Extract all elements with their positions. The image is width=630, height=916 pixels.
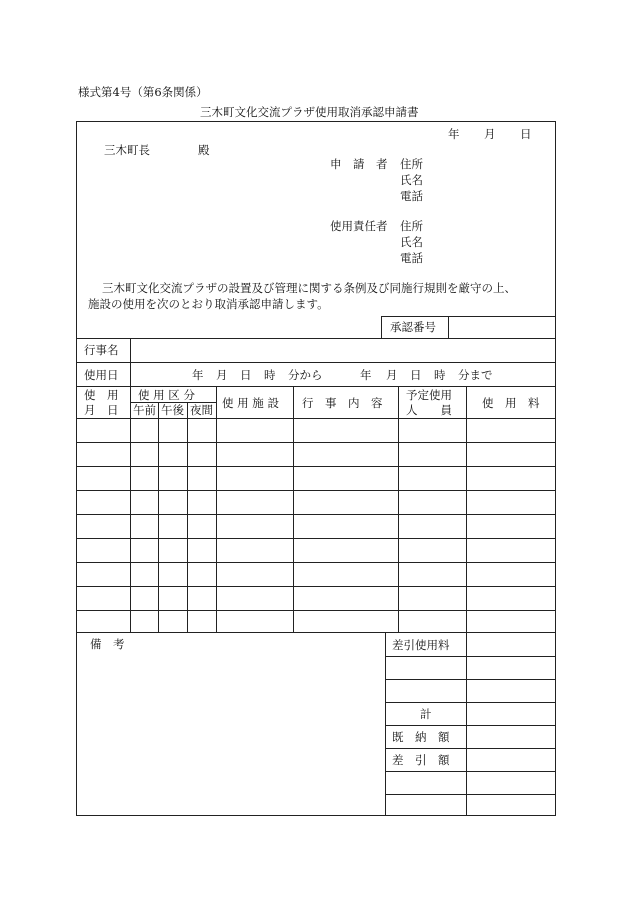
date-month: 月 bbox=[484, 127, 496, 141]
from-minute: 分から bbox=[288, 368, 323, 382]
approval-number-label: 承認番号 bbox=[390, 320, 436, 334]
applicant-address-label: 住所 bbox=[400, 157, 423, 171]
form-number: 様式第4号（第6条関係） bbox=[78, 85, 208, 99]
to-day: 日 bbox=[410, 368, 422, 382]
remarks-field[interactable] bbox=[77, 655, 384, 814]
total-label: 計 bbox=[420, 707, 432, 721]
applicant-name-label: 氏名 bbox=[400, 173, 423, 187]
applicant-label: 申 請 者 bbox=[330, 157, 388, 171]
responsible-label: 使用責任者 bbox=[330, 219, 388, 233]
header-afternoon: 午後 bbox=[161, 403, 184, 417]
to-month: 月 bbox=[386, 368, 398, 382]
event-name-field[interactable] bbox=[131, 339, 554, 361]
to-minute: 分まで bbox=[458, 368, 493, 382]
statement-line-1: 三木町文化交流プラザの設置及び管理に関する条例及び同施行規則を厳守の上、 bbox=[102, 281, 516, 295]
from-hour: 時 bbox=[264, 368, 276, 382]
addressee-honorific: 殿 bbox=[198, 143, 210, 157]
to-year: 年 bbox=[360, 368, 372, 382]
header-planned-a: 予定使用 bbox=[406, 388, 452, 402]
page-title: 三木町文化交流プラザ使用取消承認申請書 bbox=[200, 105, 419, 119]
already-paid-label: 既 納 額 bbox=[392, 730, 450, 744]
to-hour: 時 bbox=[434, 368, 446, 382]
responsible-name-label: 氏名 bbox=[400, 235, 423, 249]
responsible-address-label: 住所 bbox=[400, 219, 423, 233]
usage-date-label: 使用日 bbox=[84, 368, 119, 382]
from-year: 年 bbox=[192, 368, 204, 382]
header-usage-date-b: 月 日 bbox=[84, 403, 119, 417]
header-facility: 使 用 施 設 bbox=[222, 396, 279, 410]
header-event-content: 行 事 内 容 bbox=[302, 396, 383, 410]
difference-label: 差 引 額 bbox=[392, 753, 450, 767]
statement-line-2: 施設の使用を次のとおり取消承認申請します。 bbox=[88, 297, 329, 311]
responsible-phone-label: 電話 bbox=[400, 251, 423, 265]
header-fee: 使 用 料 bbox=[482, 396, 540, 410]
from-day: 日 bbox=[240, 368, 252, 382]
date-year: 年 bbox=[448, 127, 460, 141]
date-day: 日 bbox=[520, 127, 532, 141]
event-name-label: 行事名 bbox=[84, 343, 119, 357]
approval-number-field[interactable] bbox=[449, 317, 554, 337]
net-fee-label: 差引使用料 bbox=[392, 638, 450, 652]
remarks-label: 備 考 bbox=[90, 637, 125, 651]
header-usage-category: 使 用 区 分 bbox=[138, 388, 195, 402]
header-usage-date-a: 使 用 bbox=[84, 388, 119, 402]
header-night: 夜間 bbox=[190, 403, 213, 417]
applicant-phone-label: 電話 bbox=[400, 189, 423, 203]
header-morning: 午前 bbox=[133, 403, 156, 417]
from-month: 月 bbox=[216, 368, 228, 382]
addressee-name: 三木町長 bbox=[104, 143, 150, 157]
header-planned-b: 人 員 bbox=[406, 403, 452, 417]
